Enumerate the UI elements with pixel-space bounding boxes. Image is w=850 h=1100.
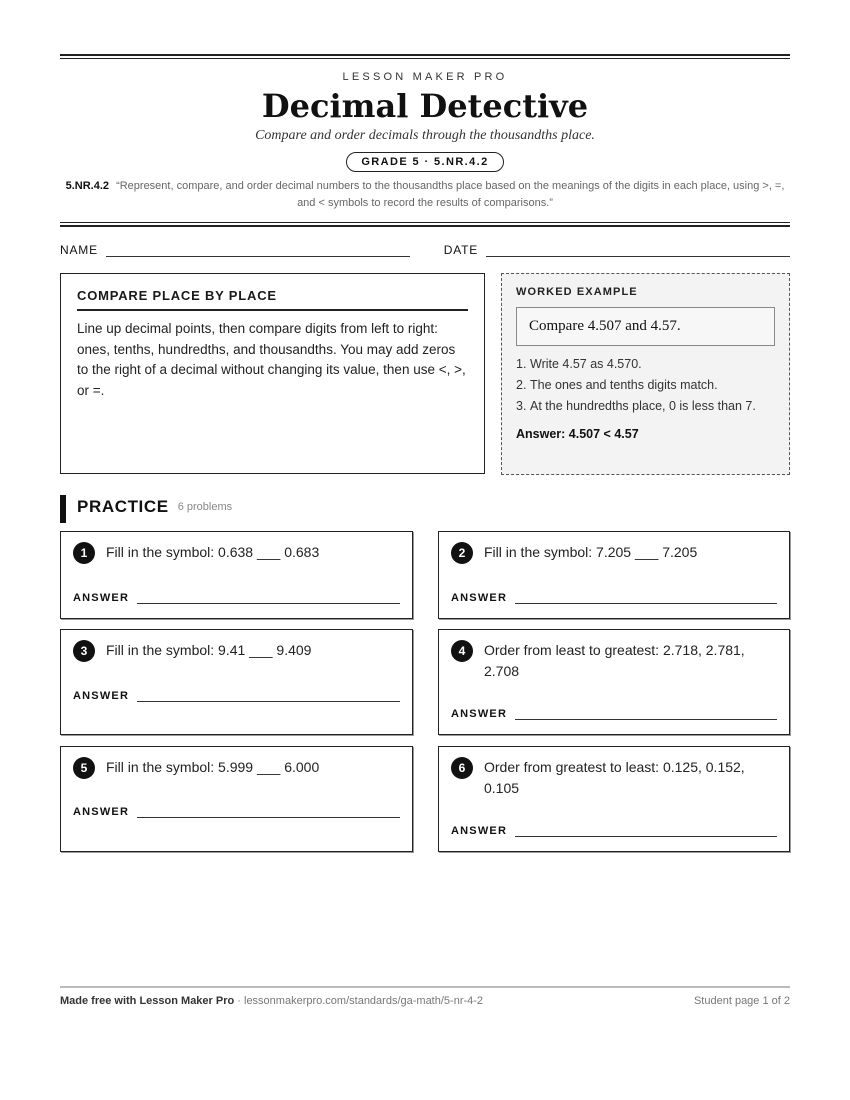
answer-field[interactable] (137, 691, 400, 702)
grade-badge: GRADE 5 · 5.NR.4.2 (346, 152, 503, 172)
worked-example-answer: Answer: 4.507 < 4.57 (516, 427, 639, 441)
practice-header (60, 495, 790, 523)
brand-name: LESSON MAKER PRO (342, 71, 508, 83)
problem-text: Order from greatest to least: 0.125, 0.152, 0.105 (484, 759, 745, 796)
answer-label: ANSWER (73, 806, 130, 818)
worked-example-box (501, 273, 790, 475)
problem-text: Fill in the symbol: 9.41 ___ 9.409 (106, 642, 312, 658)
problem-number-badge: 1 (73, 542, 95, 564)
worksheet-page (60, 54, 790, 861)
problem-text: Fill in the symbol: 0.638 ___ 0.683 (106, 544, 320, 560)
worked-example-steps (516, 354, 775, 417)
problem-text: Fill in the symbol: 7.205 ___ 7.205 (484, 544, 698, 560)
standard-description (60, 178, 790, 212)
concept-body: Line up decimal points, then compare digits from left to right: ones, tenths, hundredths, and thousandths. You may add zeros to the right of a decimal without changing its value, then use <, >, or =. (77, 321, 466, 398)
worksheet-subtitle: Compare and order decimals through the thousandths place. (255, 128, 595, 143)
problem-number-badge: 6 (451, 757, 473, 779)
footer-credit (60, 995, 483, 1007)
name-label: NAME (60, 243, 98, 257)
problem-number-badge: 4 (451, 640, 473, 662)
problems-grid (60, 531, 790, 861)
name-field[interactable] (106, 244, 410, 257)
answer-label: ANSWER (451, 592, 508, 604)
concept-heading: COMPARE PLACE BY PLACE (77, 288, 468, 311)
footer-page-number: Student page 1 of 2 (693, 995, 790, 1007)
answer-label: ANSWER (451, 708, 508, 720)
header-rule-bottom (60, 222, 790, 227)
name-date-row (60, 243, 790, 257)
answer-field[interactable] (515, 709, 777, 720)
answer-field[interactable] (515, 593, 777, 604)
problem-card (438, 531, 790, 619)
footer-url[interactable]: · lessonmakerpro.com/standards/ga-math/5-nr-4-2 (234, 995, 484, 1007)
answer-field[interactable] (515, 826, 777, 837)
answer-field[interactable] (137, 593, 400, 604)
footer-made-with: Made free with Lesson Maker Pro (60, 995, 235, 1007)
answer-field[interactable] (137, 807, 400, 818)
problem-text: Order from least to greatest: 2.718, 2.781, 2.708 (484, 642, 745, 679)
worked-example-prompt: Compare 4.507 and 4.57. (516, 307, 775, 346)
standard-text: “Represent, compare, and order decimal numbers to the thousandths place based on the meanings of the digits in each place, using >, =, and < symbols to record the results of comparisons.” (116, 180, 785, 209)
problem-card (438, 629, 790, 735)
practice-count: 6 problems (177, 501, 233, 513)
problem-card (60, 531, 413, 619)
worksheet-title: Decimal Detective (261, 87, 589, 125)
concept-box (60, 273, 485, 474)
problem-number-badge: 5 (73, 757, 95, 779)
header-rule-top (60, 54, 790, 59)
problem-card (60, 746, 413, 852)
worked-example-label: WORKED EXAMPLE (516, 286, 638, 298)
problem-card (60, 629, 413, 735)
answer-label: ANSWER (451, 825, 508, 837)
page-footer (60, 986, 790, 1007)
problem-card (438, 746, 790, 852)
answer-label: ANSWER (73, 690, 130, 702)
problem-text: Fill in the symbol: 5.999 ___ 6.000 (106, 759, 320, 775)
date-field[interactable] (486, 244, 790, 257)
standard-code: 5.NR.4.2 (65, 180, 109, 192)
problem-number-badge: 2 (451, 542, 473, 564)
date-label: DATE (443, 243, 479, 257)
problem-number-badge: 3 (73, 640, 95, 662)
practice-title: PRACTICE (77, 497, 169, 516)
example-step: 3. At the hundredths place, 0 is less than 7. (516, 399, 756, 413)
example-step: 1. Write 4.57 as 4.570. (516, 357, 642, 371)
answer-label: ANSWER (73, 592, 130, 604)
example-step: 2. The ones and tenths digits match. (516, 378, 718, 392)
